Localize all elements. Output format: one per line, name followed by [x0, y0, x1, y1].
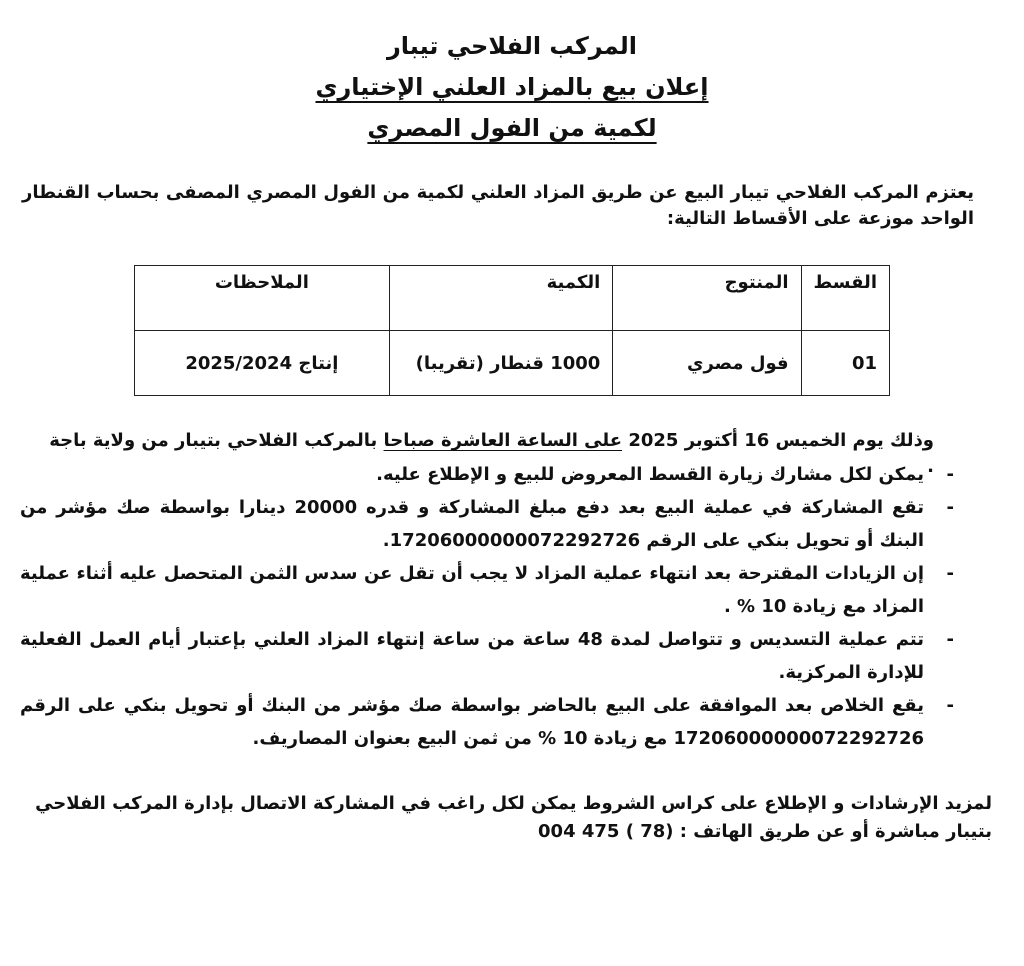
cell-notes: إنتاج 2025/2024: [135, 331, 390, 396]
phone-number: 004 475 ( 78): [538, 821, 674, 842]
header-product: المنتوج: [613, 266, 801, 331]
list-item: - يقع الخلاص بعد الموافقة على البيع بالحاضر بواسطة صك مؤشر من البنك أو تحويل بنكي على الرقم 17206000000072292726 مع زيادة 10 % من ثمن البيع بعنوان المصاريف.: [20, 689, 944, 755]
auction-time: على الساعة العاشرة صباحا: [383, 430, 623, 451]
list-item: - تقع المشاركة في عملية البيع بعد دفع مبلغ المشاركة و قدره 20000 دينارا بواسطة صك مؤشر من البنك أو تحويل بنكي على الرقم 17206000000072292726.: [20, 491, 944, 557]
header-lot: القسط: [801, 266, 889, 331]
subject-title: لكمية من الفول المصري: [367, 114, 657, 142]
date-part1: وذلك يوم الخميس 16 أكتوبر 2025: [622, 430, 934, 451]
cell-lot: 01: [801, 331, 889, 396]
intro-paragraph: يعتزم المركب الفلاحي تيبار البيع عن طريق المزاد العلني لكمية من الفول المصري المصفى بحساب القنطار الواحد موزعة على الأقساط التالية:: [22, 182, 974, 229]
org-title: المركب الفلاحي تيبار: [386, 32, 638, 60]
list-item: - تتم عملية التسديس و تتواصل لمدة 48 ساعة من ساعة إنتهاء المزاد العلني بإعتبار أيام العمل الفعلية للإدارة المركزية.: [20, 623, 944, 689]
conditions-list: [20, 458, 944, 755]
list-item: - إن الزيادات المقترحة بعد انتهاء عملية المزاد لا يجب أن تقل عن سدس الثمن المتحصل عليه أثناء عملية المزاد مع زيادة 10 % .: [20, 557, 944, 623]
header-notes: الملاحظات: [135, 266, 390, 331]
table-row: [135, 331, 890, 396]
title-block: [0, 26, 1024, 149]
closing-text: لمزيد الإرشادات و الإطلاع على كراس الشروط يمكن لكل راغب في المشاركة الاتصال بإدارة المركب الفلاحي بتيبار مباشرة أو عن طريق الهاتف :: [35, 793, 992, 842]
list-item: - يمكن لكل مشارك زيارة القسط المعروض للبيع و الإطلاع عليه.: [20, 458, 944, 491]
header-quantity: الكمية: [389, 266, 613, 331]
lots-table: [134, 265, 890, 396]
closing-paragraph: [30, 790, 992, 846]
date-part2: بالمركب الفلاحي بتيبار من ولاية باجة .: [49, 430, 934, 477]
cell-quantity: 1000 قنطار (تقريبا): [389, 331, 613, 396]
announcement-title: إعلان بيع بالمزاد العلني الإختياري: [315, 73, 709, 101]
cell-product: فول مصري: [613, 331, 801, 396]
table-header-row: [135, 266, 890, 331]
